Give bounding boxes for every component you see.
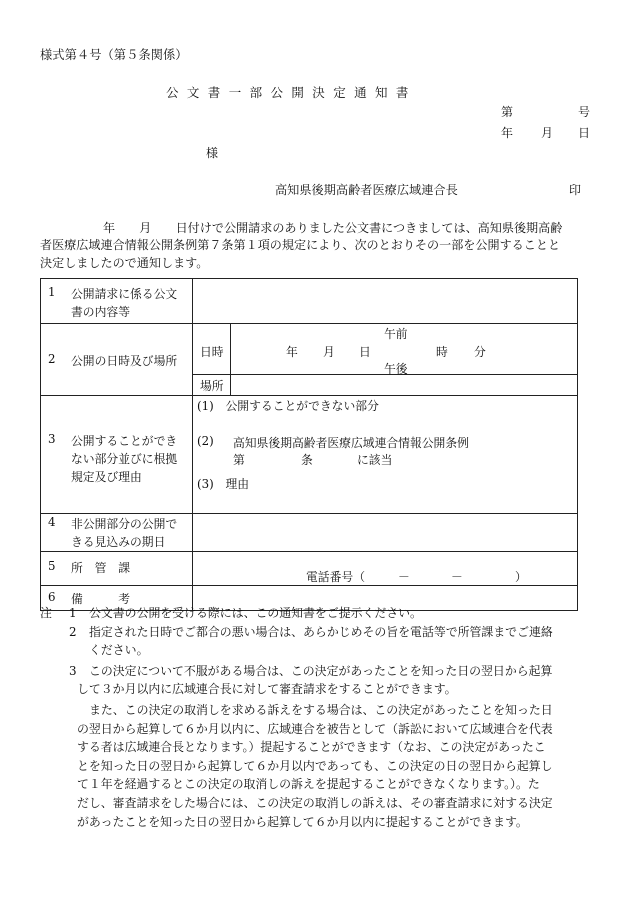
row3-number: 3 bbox=[48, 432, 56, 446]
row5-label: 所 管 課 bbox=[71, 561, 130, 575]
row2-number: 2 bbox=[48, 351, 56, 366]
place-label: 場所 bbox=[200, 379, 224, 393]
table-row bbox=[41, 396, 578, 514]
note3-line1: この決定について不服がある場合は、この決定があったことを知った日の翌日から起算 bbox=[89, 663, 553, 678]
year-label: 年 bbox=[286, 345, 298, 359]
form-number: 様式第４号（第５条関係） bbox=[40, 48, 188, 62]
note2-line1: 指定された日時でご都合の悪い場合は、あらかじめその旨を電話等で所管課までご連絡 bbox=[89, 624, 553, 639]
note1-text: 公文書の公開を受ける際には、この通知書をご提示ください。 bbox=[89, 606, 422, 620]
am-label: 午前 bbox=[384, 327, 408, 341]
note2-line2: ください。 bbox=[89, 643, 149, 658]
note1-number: 1 bbox=[69, 606, 77, 620]
note3-para2-line4: とを知った日の翌日から起算して６か月以内であっても、この決定の日の翌日から起算し bbox=[77, 758, 553, 773]
note3-line2: して３か月以内に広域連合長に対して審査請求をすることができます。 bbox=[77, 682, 457, 697]
note3-para2-line6: だし、審査請求をした場合には、この決定の取消しの訴えは、その審査請求に対する決定 bbox=[77, 795, 553, 810]
phone-dash-1: － bbox=[398, 570, 410, 584]
date-day: 日 bbox=[578, 126, 591, 140]
row3-label-line3: 規定及び理由 bbox=[71, 470, 142, 484]
row1-value-cell[interactable] bbox=[193, 279, 578, 324]
notes-section bbox=[40, 604, 600, 831]
row3-value-cell[interactable] bbox=[193, 396, 578, 514]
pm-label: 午後 bbox=[384, 362, 408, 376]
datetime-label: 日時 bbox=[200, 345, 224, 359]
ref-go: 号 bbox=[578, 105, 591, 119]
note3-para2-line1: また、この決定の取消しを求める訴えをする場合は、この決定があったことを知った日 bbox=[89, 702, 553, 717]
note3-para2-line3: する者は広域連合長となります。）提起することができます（なお、この決定があったこ bbox=[77, 740, 546, 755]
row4-label-line2: きる見込みの期日 bbox=[71, 535, 166, 549]
note3-para2-line5: て１年を経過するとこの決定の取消しの訴えを提起することができなくなります。）。た bbox=[77, 777, 540, 792]
hour-label: 時 bbox=[436, 345, 448, 359]
sender-name: 高知県後期高齢者医療広域連合長 bbox=[275, 183, 458, 197]
month-label: 月 bbox=[323, 345, 335, 359]
row5-value-cell[interactable] bbox=[193, 552, 578, 586]
notes-prefix: 注 bbox=[40, 606, 52, 620]
phone-label: 電話番号（ bbox=[306, 570, 365, 584]
datetime-value-cell[interactable] bbox=[231, 324, 578, 375]
row3-item3: (3) 理由 bbox=[197, 477, 250, 491]
row3-item2-prefix: (2) bbox=[197, 434, 214, 448]
row1-label-line2: 書の内容等 bbox=[71, 305, 130, 319]
row4-value-cell[interactable] bbox=[193, 514, 578, 552]
body-line-3: 決定しましたので通知します。 bbox=[40, 255, 209, 270]
row4-label-line1: 非公開部分の公開で bbox=[71, 517, 178, 531]
row1-number: 1 bbox=[48, 285, 56, 299]
row5-number: 5 bbox=[48, 559, 56, 573]
body-paragraph bbox=[40, 220, 588, 272]
body-line-2: 者医療広域連合情報公開条例第７条第１項の規定により、次のとおりその一部を公開することと bbox=[40, 238, 561, 253]
minute-label: 分 bbox=[474, 345, 486, 359]
table-row bbox=[41, 324, 578, 375]
phone-dash-2: － bbox=[451, 570, 463, 584]
date-month: 月 bbox=[541, 126, 554, 140]
note3-number: 3 bbox=[69, 663, 77, 678]
page-title: 公文書一部公開決定通知書 bbox=[166, 85, 417, 100]
row2-label: 公開の日時及び場所 bbox=[71, 353, 178, 368]
day-label: 日 bbox=[359, 345, 371, 359]
row3-item2-gaito: に該当 bbox=[357, 453, 393, 467]
row3-label-line2: ない部分並びに根拠 bbox=[71, 452, 178, 466]
row3-item2-dai: 第 bbox=[233, 453, 245, 467]
row3-item2-line1: 高知県後期高齢者医療広域連合情報公開条例 bbox=[233, 436, 469, 450]
note2-number: 2 bbox=[69, 624, 77, 639]
phone-close: ） bbox=[515, 570, 527, 584]
row6-number: 6 bbox=[48, 590, 56, 604]
date-year: 年 bbox=[501, 126, 514, 140]
table-row bbox=[41, 279, 578, 324]
row3-label-line1: 公開することができ bbox=[71, 434, 178, 448]
row4-number: 4 bbox=[48, 515, 56, 529]
row6-label: 備 考 bbox=[71, 592, 130, 606]
addressee-sama: 様 bbox=[206, 146, 219, 160]
note3-para2-line7: があったことを知った日の翌日から起算して６か月以内に提起することができます。 bbox=[77, 814, 528, 829]
row3-item2-jo: 条 bbox=[301, 453, 313, 467]
decision-table bbox=[40, 278, 578, 611]
row1-label-line1: 公開請求に係る公文 bbox=[71, 287, 178, 301]
seal-mark: 印 bbox=[569, 183, 582, 197]
body-line-1: 年 月 日付けで公開請求のありました公文書につきましては、高知県後期高齢 bbox=[103, 221, 563, 235]
row3-item1: (1) 公開することができない部分 bbox=[197, 399, 379, 413]
table-row bbox=[41, 552, 578, 586]
ref-dai: 第 bbox=[501, 105, 514, 119]
place-value-cell[interactable] bbox=[231, 375, 578, 396]
table-row bbox=[41, 514, 578, 552]
note3-para2-line2: の翌日から起算して６か月以内に、広域連合を被告として（訴訟において広域連合を代表 bbox=[77, 721, 553, 736]
